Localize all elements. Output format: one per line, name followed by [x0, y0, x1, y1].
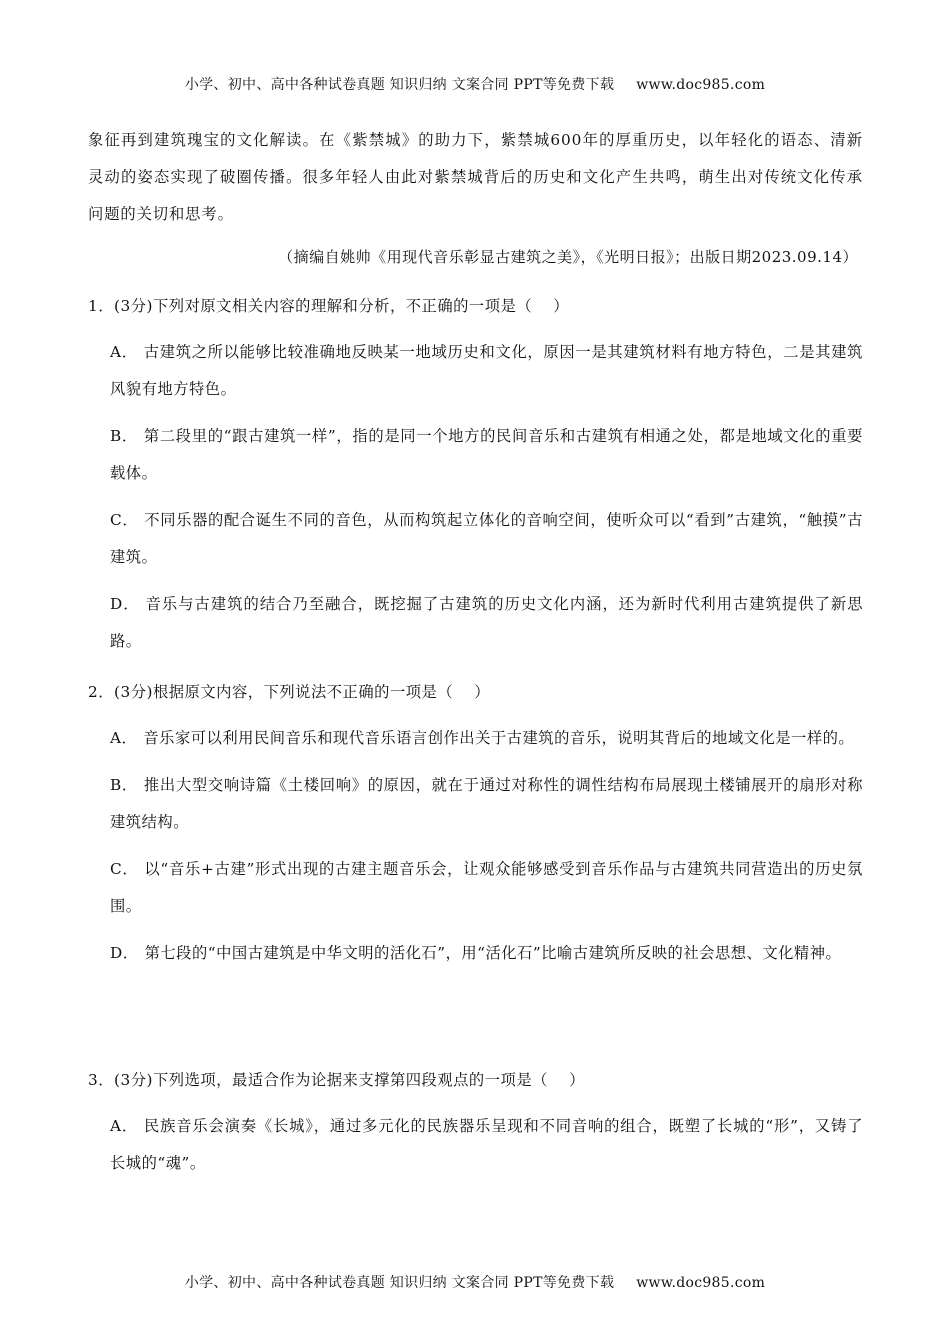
option-b[interactable] — [110, 767, 863, 841]
option-a[interactable] — [110, 334, 863, 408]
option-label: B． — [110, 776, 138, 794]
option-text: 第二段里的“跟古建筑一样”，指的是同一个地方的民间音乐和古建筑有相通之处，都是地域文化的重要载体。 — [110, 427, 863, 482]
option-label: C． — [110, 511, 139, 529]
option-c[interactable] — [110, 851, 863, 925]
footer-url[interactable]: www.doc985.com — [636, 1275, 766, 1291]
option-text: 推出大型交响诗篇《土楼回响》的原因，就在于通过对称性的调性结构布局展现土楼铺展开的扇形对称建筑结构。 — [110, 776, 863, 831]
option-text: 第七段的“中国古建筑是中华文明的活化石”，用“活化石”比喻古建筑所反映的社会思想、文化精神。 — [144, 944, 842, 962]
question-1 — [88, 292, 863, 660]
option-text: 以“音乐+古建”形式出现的古建主题音乐会，让观众能够感受到音乐作品与古建筑共同营造出的历史氛围。 — [110, 860, 863, 915]
option-d[interactable] — [110, 935, 863, 972]
option-label: A． — [110, 1117, 139, 1135]
page-footer — [0, 1272, 950, 1292]
option-text: 古建筑之所以能够比较准确地反映某一地域历史和文化，原因一是其建筑材料有地方特色，二是其建筑风貌有地方特色。 — [110, 343, 863, 398]
footer-text: 小学、初中、高中各种试卷真题 知识归纳 文案合同 PPT等免费下载 — [184, 1275, 615, 1291]
option-label: D． — [110, 595, 140, 613]
option-label: A． — [110, 729, 138, 747]
option-text: 民族音乐会演奏《长城》，通过多元化的民族器乐呈现和不同音响的组合，既塑了长城的“形”，又铸了长城的“魂”。 — [110, 1117, 863, 1172]
question-stem: 3．(3分)下列选项，最适合作为论据来支撑第四段观点的一项是（ ） — [88, 1071, 585, 1089]
option-label: D． — [110, 944, 139, 962]
header-text: 小学、初中、高中各种试卷真题 知识归纳 文案合同 PPT等免费下载 — [184, 77, 615, 93]
option-c[interactable] — [110, 502, 863, 576]
option-label: B． — [110, 427, 138, 445]
header-url[interactable]: www.doc985.com — [636, 77, 766, 93]
option-a[interactable] — [110, 1108, 863, 1182]
option-a[interactable] — [110, 720, 863, 757]
option-b[interactable] — [110, 418, 863, 492]
option-text: 音乐家可以利用民间音乐和现代音乐语言创作出关于古建筑的音乐，说明其背后的地域文化是一样的。 — [143, 729, 855, 747]
question-stem: 2．(3分)根据原文内容，下列说法不正确的一项是（ ） — [88, 683, 491, 701]
option-text: 音乐与古建筑的结合乃至融合，既挖掘了古建筑的历史文化内涵，还为新时代利用古建筑提供了新思路。 — [110, 595, 863, 650]
option-text: 不同乐器的配合诞生不同的音色，从而构筑起立体化的音响空间，使听众可以“看到”古建筑，“触摸”古建筑。 — [110, 511, 863, 566]
option-d[interactable] — [110, 586, 863, 660]
question-stem: 1．(3分)下列对原文相关内容的理解和分析，不正确的一项是（ ） — [88, 297, 570, 315]
passage-text: 象征再到建筑瑰宝的文化解读。在《紫禁城》的助力下，紫禁城600年的厚重历史，以年轻化的语态、清新灵动的姿态实现了破圈传播。很多年轻人由此对紫禁城背后的历史和文化产生共鸣，萌生出对传统文化传承问题的关切和思考。 — [88, 131, 863, 223]
question-2 — [88, 678, 863, 972]
question-3 — [88, 1066, 863, 1182]
passage-source: （摘编自姚帅《用现代音乐彰显古建筑之美》，《光明日报》；出版日期2023.09.14） — [278, 248, 858, 266]
option-label: A． — [110, 343, 138, 361]
page-header — [0, 74, 950, 94]
option-label: C． — [110, 860, 139, 878]
